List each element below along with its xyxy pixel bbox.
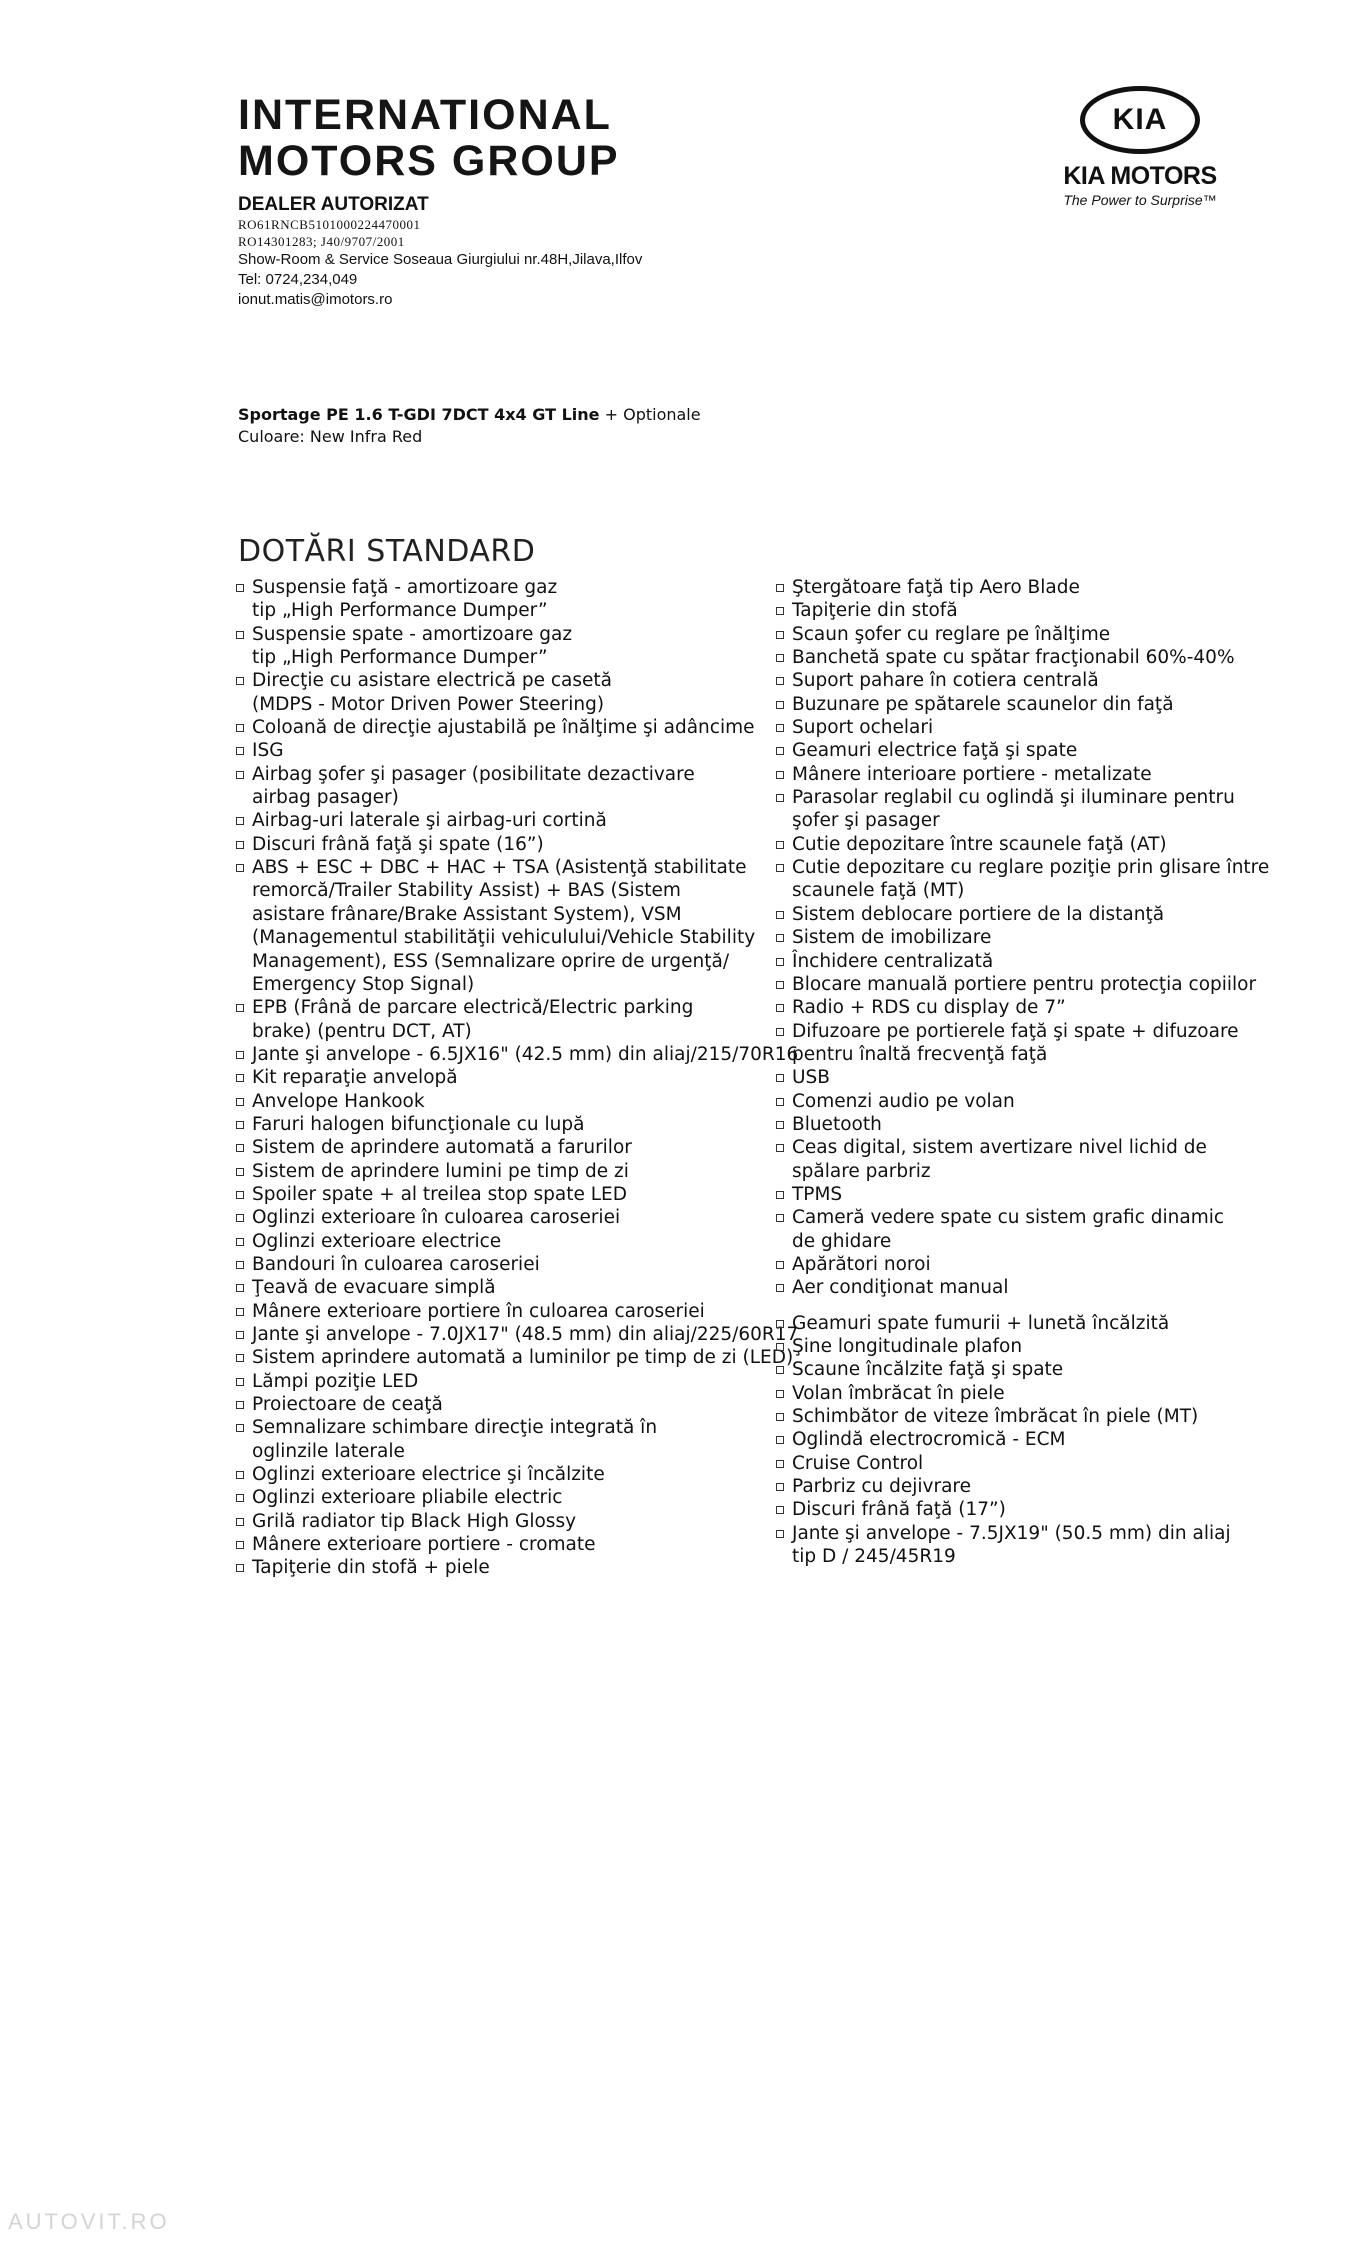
checkbox-icon <box>776 1191 784 1199</box>
equipment-item-text: Parasolar reglabil cu oglindă şi iluminare pentru <box>792 787 1235 809</box>
equipment-item-text: ISG <box>252 740 284 762</box>
checkbox-icon <box>776 1343 784 1351</box>
equipment-item-text: Ştergătoare faţă tip Aero Blade <box>792 577 1080 598</box>
equipment-item-text: Parbriz cu dejivrare <box>792 1476 972 1498</box>
checkbox-icon <box>776 1366 784 1374</box>
equipment-item <box>776 1183 1306 1206</box>
equipment-item-text: Suspensie spate - amortizoare gaz <box>252 623 573 645</box>
equipment-item <box>236 1113 756 1136</box>
equipment-item-text: airbag pasager) <box>252 787 399 809</box>
equipment-item <box>236 1206 756 1229</box>
equipment-item-text: Geamuri electrice faţă şi spate <box>792 740 1078 762</box>
checkbox-icon <box>776 1483 784 1491</box>
equipment-item <box>776 576 1306 599</box>
checkbox-icon <box>236 1354 244 1362</box>
checkbox-icon <box>236 1144 244 1152</box>
equipment-item-text: Grilă radiator tip Black High Glossy <box>252 1510 577 1532</box>
equipment-item <box>776 1452 1306 1475</box>
equipment-item-text: Jante şi anvelope - 6.5JX16" (42.5 mm) din aliaj/215/70R16 <box>252 1043 799 1065</box>
equipment-item <box>236 1486 756 1509</box>
equipment-item <box>776 693 1306 716</box>
equipment-item-text: Direcţie cu asistare electrică pe casetă <box>252 670 612 692</box>
checkbox-icon <box>236 1378 244 1386</box>
equipment-item <box>236 833 756 856</box>
model-suffix: + Optionale <box>604 405 701 424</box>
list-gap <box>776 1300 1306 1312</box>
equipment-item <box>776 1090 1306 1113</box>
checkbox-icon <box>776 1413 784 1421</box>
equipment-item <box>776 926 1306 949</box>
equipment-item <box>236 856 756 996</box>
equipment-item-text: Şine longitudinale plafon <box>792 1336 1023 1357</box>
equipment-item <box>236 1393 756 1416</box>
equipment-item-text: remorcă/Trailer Stability Assist) + BAS (Sistem <box>252 880 681 902</box>
equipment-item-text: brake) (pentru DCT, AT) <box>252 1020 472 1042</box>
checkbox-icon <box>776 1028 784 1036</box>
equipment-item-text: Banchetă spate cu spătar fracţionabil 60%-40% <box>792 647 1235 669</box>
equipment-item <box>776 716 1306 739</box>
equipment-item-text: Oglinzi exterioare în culoarea caroseriei <box>252 1207 621 1229</box>
checkbox-icon <box>236 747 244 755</box>
equipment-item-text: Volan îmbrăcat în piele <box>792 1382 1005 1404</box>
checkbox-icon <box>776 701 784 709</box>
equipment-item-text: Emergency Stop Signal) <box>252 973 475 995</box>
checkbox-icon <box>236 1168 244 1176</box>
equipment-item <box>236 716 756 739</box>
equipment-item <box>236 576 756 623</box>
checkbox-icon <box>776 1144 784 1152</box>
brand-block <box>1040 86 1240 208</box>
equipment-item <box>776 1312 1306 1335</box>
address: Show-Room & Service Soseaua Giurgiului nr.48H,Jilava,Ilfov <box>238 251 643 268</box>
equipment-item <box>236 1533 756 1556</box>
dealer-label: DEALER AUTORIZAT <box>238 194 429 215</box>
equipment-item-text: scaunele faţă (MT) <box>792 880 965 902</box>
equipment-item <box>776 1253 1306 1276</box>
checkbox-icon <box>236 1494 244 1502</box>
checkbox-icon <box>236 1424 244 1432</box>
equipment-item-text: Geamuri spate fumurii + lunetă încălzită <box>792 1312 1170 1334</box>
equipment-item <box>236 996 756 1043</box>
equipment-item-text: Suport ochelari <box>792 717 934 739</box>
model-info <box>238 404 701 448</box>
equipment-item <box>236 1183 756 1206</box>
checkbox-icon <box>236 724 244 732</box>
checkbox-icon <box>776 1390 784 1398</box>
equipment-item-text: TPMS <box>792 1183 843 1205</box>
checkbox-icon <box>236 864 244 872</box>
checkbox-icon <box>776 771 784 779</box>
equipment-item <box>236 1066 756 1089</box>
equipment-item-text: Schimbător de viteze îmbrăcat în piele (MT) <box>792 1406 1199 1428</box>
equipment-item <box>236 1090 756 1113</box>
checkbox-icon <box>776 1004 784 1012</box>
equipment-item <box>776 763 1306 786</box>
equipment-item-text: Suport pahare în cotiera centrală <box>792 670 1099 692</box>
checkbox-icon <box>776 631 784 639</box>
kia-logo-text: KIA <box>1112 103 1168 136</box>
watermark: AUTOVIT.RO <box>8 2209 170 2234</box>
checkbox-icon <box>776 1460 784 1468</box>
equipment-item-text: Sistem de aprindere lumini pe timp de zi <box>252 1160 629 1182</box>
equipment-item-text: Airbag-uri laterale şi airbag-uri cortină <box>252 810 607 832</box>
equipment-item <box>776 1358 1306 1381</box>
equipment-item <box>236 1230 756 1253</box>
equipment-item-text: Cameră vedere spate cu sistem grafic dinamic <box>792 1207 1225 1229</box>
equipment-item <box>236 1253 756 1276</box>
checkbox-icon <box>236 1051 244 1059</box>
equipment-item <box>236 1276 756 1299</box>
equipment-item <box>236 1323 799 1346</box>
equipment-item-text: tip „High Performance Dumper” <box>252 647 548 669</box>
equipment-item-text: EPB (Frână de parcare electrică/Electric parking <box>252 997 694 1019</box>
checkbox-icon <box>776 677 784 685</box>
equipment-item <box>776 1136 1306 1183</box>
equipment-item-text: Închidere centralizată <box>792 950 994 972</box>
equipment-item-text: Ţeavă de evacuare simplă <box>252 1277 496 1299</box>
equipment-item <box>236 1510 756 1533</box>
equipment-item <box>776 1113 1306 1136</box>
checkbox-icon <box>236 1121 244 1129</box>
equipment-item <box>776 1405 1306 1428</box>
equipment-item-text: Semnalizare schimbare direcţie integrată în <box>252 1417 658 1439</box>
equipment-item <box>776 1428 1306 1451</box>
checkbox-icon <box>236 1261 244 1269</box>
checkbox-icon <box>236 1098 244 1106</box>
checkbox-icon <box>776 934 784 942</box>
checkbox-icon <box>236 677 244 685</box>
equipment-item-text: Discuri frână faţă (17”) <box>792 1499 1006 1521</box>
equipment-item <box>236 1346 794 1369</box>
checkbox-icon <box>776 1320 784 1328</box>
equipment-item <box>776 1475 1306 1498</box>
equipment-item <box>236 1463 756 1486</box>
equipment-item-text: Blocare manuală portiere pentru protecţia copiilor <box>792 973 1257 995</box>
equipment-list-left <box>236 576 799 1580</box>
model-line <box>238 404 701 426</box>
equipment-item <box>776 739 1306 762</box>
checkbox-icon <box>236 1331 244 1339</box>
equipment-item <box>776 786 1306 833</box>
equipment-item-text: Cutie depozitare între scaunele faţă (AT) <box>792 833 1167 855</box>
checkbox-icon <box>776 981 784 989</box>
equipment-item-text: şofer şi pasager <box>792 810 940 832</box>
equipment-item-text: Bluetooth <box>792 1113 882 1135</box>
equipment-item-text: Radio + RDS cu display de 7” <box>792 997 1066 1019</box>
checkbox-icon <box>776 958 784 966</box>
checkbox-icon <box>776 1436 784 1444</box>
checkbox-icon <box>776 1074 784 1082</box>
equipment-item-text: (Managementul stabilităţii vehiculului/Vehicle Stability <box>252 927 756 949</box>
equipment-item-text: spălare parbriz <box>792 1160 931 1182</box>
equipment-item-text: ABS + ESC + DBC + HAC + TSA (Asistenţă stabilitate <box>252 857 747 879</box>
checkbox-icon <box>236 1401 244 1409</box>
equipment-item-text: Proiectoare de ceaţă <box>252 1394 443 1416</box>
checkbox-icon <box>236 1564 244 1572</box>
equipment-item <box>776 646 1306 669</box>
equipment-list-right <box>776 576 1306 1568</box>
equipment-item <box>236 809 756 832</box>
checkbox-icon <box>776 1098 784 1106</box>
dealer-header <box>238 92 642 310</box>
equipment-item-text: Aer condiţionat manual <box>792 1277 1009 1299</box>
model-color: Culoare: New Infra Red <box>238 427 423 446</box>
equipment-item-text: Oglinzi exterioare pliabile electric <box>252 1487 563 1509</box>
equipment-item <box>236 763 756 810</box>
equipment-item-text: Lămpi poziţie LED <box>252 1370 419 1392</box>
equipment-item-text: Oglinzi exterioare electrice <box>252 1230 502 1252</box>
checkbox-icon <box>236 1308 244 1316</box>
brand-name: KIA MOTORS <box>1063 162 1217 190</box>
equipment-item-text: Scaun şofer cu reglare pe înălţime <box>792 623 1111 645</box>
equipment-item-text: Management), ESS (Semnalizare oprire de urgenţă/ <box>252 950 730 972</box>
equipment-item <box>776 856 1306 903</box>
equipment-item <box>776 996 1306 1019</box>
equipment-item-text: Mânere exterioare portiere în culoarea caroseriei <box>252 1300 705 1322</box>
equipment-item-text: Sistem deblocare portiere de la distanţă <box>792 903 1165 925</box>
equipment-item-text: Cruise Control <box>792 1452 924 1474</box>
checkbox-icon <box>236 1074 244 1082</box>
checkbox-icon <box>236 841 244 849</box>
equipment-item-text: Suspensie faţă - amortizoare gaz <box>252 577 558 598</box>
equipment-item-text: Sistem aprindere automată a luminilor pe timp de zi (LED) <box>252 1347 794 1369</box>
checkbox-icon <box>776 911 784 919</box>
equipment-item <box>236 739 756 762</box>
equipment-item-text: Apărători noroi <box>792 1253 931 1275</box>
equipment-item <box>776 623 1306 646</box>
checkbox-icon <box>776 1121 784 1129</box>
equipment-item-text: tip „High Performance Dumper” <box>252 600 548 622</box>
equipment-item <box>236 1370 756 1393</box>
checkbox-icon <box>236 771 244 779</box>
kia-logo-icon <box>1080 86 1200 154</box>
equipment-item-text: Faruri halogen bifuncţionale cu lupă <box>252 1113 585 1135</box>
equipment-item-text: Difuzoare pe portierele faţă şi spate + difuzoare <box>792 1020 1239 1042</box>
checkbox-icon <box>776 607 784 615</box>
checkbox-icon <box>236 1284 244 1292</box>
equipment-item <box>236 1300 756 1323</box>
equipment-item <box>776 669 1306 692</box>
equipment-item-text: Kit reparaţie anvelopă <box>252 1067 458 1089</box>
equipment-item <box>776 950 1306 973</box>
checkbox-icon <box>236 1238 244 1246</box>
checkbox-icon <box>236 1518 244 1526</box>
registration-code: RO14301283; J40/9707/2001 <box>238 234 405 249</box>
equipment-item-text: Anvelope Hankook <box>252 1090 425 1112</box>
checkbox-icon <box>776 841 784 849</box>
section-title: DOTĂRI STANDARD <box>238 534 536 569</box>
checkbox-icon <box>776 1284 784 1292</box>
checkbox-icon <box>236 1541 244 1549</box>
equipment-item-text: Discuri frână faţă şi spate (16”) <box>252 833 544 855</box>
equipment-item-text: Sistem de aprindere automată a farurilor <box>252 1137 632 1159</box>
checkbox-icon <box>776 584 784 592</box>
phone: Tel: 0724,234,049 <box>238 271 358 288</box>
equipment-item <box>776 1382 1306 1405</box>
equipment-item-text: Oglinzi exterioare electrice şi încălzite <box>252 1464 605 1486</box>
equipment-item-text: (MDPS - Motor Driven Power Steering) <box>252 693 605 715</box>
equipment-item-text: Mânere exterioare portiere - cromate <box>252 1534 596 1556</box>
equipment-item <box>236 1160 756 1183</box>
equipment-item-text: Jante şi anvelope - 7.5JX19" (50.5 mm) din aliaj <box>792 1522 1231 1544</box>
equipment-item-text: Airbag şofer şi pasager (posibilitate dezactivare <box>252 763 695 785</box>
checkbox-icon <box>776 1214 784 1222</box>
company-name-line2: MOTORS GROUP <box>238 137 620 185</box>
equipment-item <box>776 1206 1306 1253</box>
equipment-item-text: asistare frânare/Brake Assistant System), VSM <box>252 903 682 925</box>
equipment-item <box>776 1020 1306 1067</box>
equipment-item <box>236 669 756 716</box>
equipment-item <box>776 903 1306 926</box>
checkbox-icon <box>776 1530 784 1538</box>
equipment-item-text: Sistem de imobilizare <box>792 927 992 949</box>
checkbox-icon <box>236 1004 244 1012</box>
equipment-item-text: Tapiţerie din stofă <box>792 600 958 622</box>
equipment-item <box>776 1498 1306 1521</box>
equipment-item-text: Comenzi audio pe volan <box>792 1090 1015 1112</box>
equipment-item-text: pentru înaltă frecvenţă faţă <box>792 1043 1048 1065</box>
checkbox-icon <box>776 794 784 802</box>
equipment-item-text: Scaune încălzite faţă şi spate <box>792 1359 1064 1381</box>
equipment-item <box>776 599 1306 622</box>
checkbox-icon <box>236 1471 244 1479</box>
equipment-item <box>236 1136 756 1159</box>
checkbox-icon <box>776 1261 784 1269</box>
model-name: Sportage PE 1.6 T-GDI 7DCT 4x4 GT Line <box>238 405 600 424</box>
checkbox-icon <box>776 654 784 662</box>
equipment-item <box>776 973 1306 996</box>
checkbox-icon <box>776 864 784 872</box>
equipment-item-text: oglinzile laterale <box>252 1440 405 1462</box>
checkbox-icon <box>776 724 784 732</box>
equipment-item-text: Jante şi anvelope - 7.0JX17" (48.5 mm) din aliaj/225/60R17 <box>252 1324 799 1345</box>
company-name-line1: INTERNATIONAL <box>238 91 612 139</box>
equipment-item <box>236 1043 799 1066</box>
equipment-item-text: Oglindă electrocromică - ECM <box>792 1429 1066 1451</box>
equipment-item-text: Ceas digital, sistem avertizare nivel lichid de <box>792 1137 1207 1159</box>
equipment-item-text: Tapiţerie din stofă + piele <box>252 1557 490 1579</box>
equipment-item <box>236 623 756 670</box>
checkbox-icon <box>236 1191 244 1199</box>
checkbox-icon <box>776 747 784 755</box>
equipment-item-text: Spoiler spate + al treilea stop spate LED <box>252 1183 627 1205</box>
equipment-item <box>776 1276 1306 1299</box>
checkbox-icon <box>776 1506 784 1514</box>
email: ionut.matis@imotors.ro <box>238 291 393 308</box>
equipment-item <box>776 1522 1306 1569</box>
checkbox-icon <box>236 631 244 639</box>
checkbox-icon <box>236 817 244 825</box>
equipment-item <box>776 833 1306 856</box>
brand-slogan: The Power to Surprise™ <box>1063 192 1217 208</box>
checkbox-icon <box>236 1214 244 1222</box>
equipment-item-text: de ghidare <box>792 1230 892 1252</box>
bank-code: RO61RNCB5101000224470001 <box>238 217 421 232</box>
equipment-item-text: tip D / 245/45R19 <box>792 1546 956 1568</box>
equipment-item-text: Bandouri în culoarea caroseriei <box>252 1253 540 1275</box>
equipment-item-text: Cutie depozitare cu reglare poziţie prin glisare între <box>792 857 1270 879</box>
equipment-item <box>236 1416 756 1463</box>
equipment-item-text: Coloană de direcţie ajustabilă pe înălţime şi adâncime <box>252 717 755 739</box>
equipment-item-text: USB <box>792 1067 830 1089</box>
equipment-item <box>236 1556 756 1579</box>
equipment-item-text: Mânere interioare portiere - metalizate <box>792 763 1152 785</box>
equipment-item-text: Buzunare pe spătarele scaunelor din faţă <box>792 693 1174 715</box>
equipment-item <box>776 1335 1306 1358</box>
checkbox-icon <box>236 584 244 592</box>
equipment-item <box>776 1066 1306 1089</box>
